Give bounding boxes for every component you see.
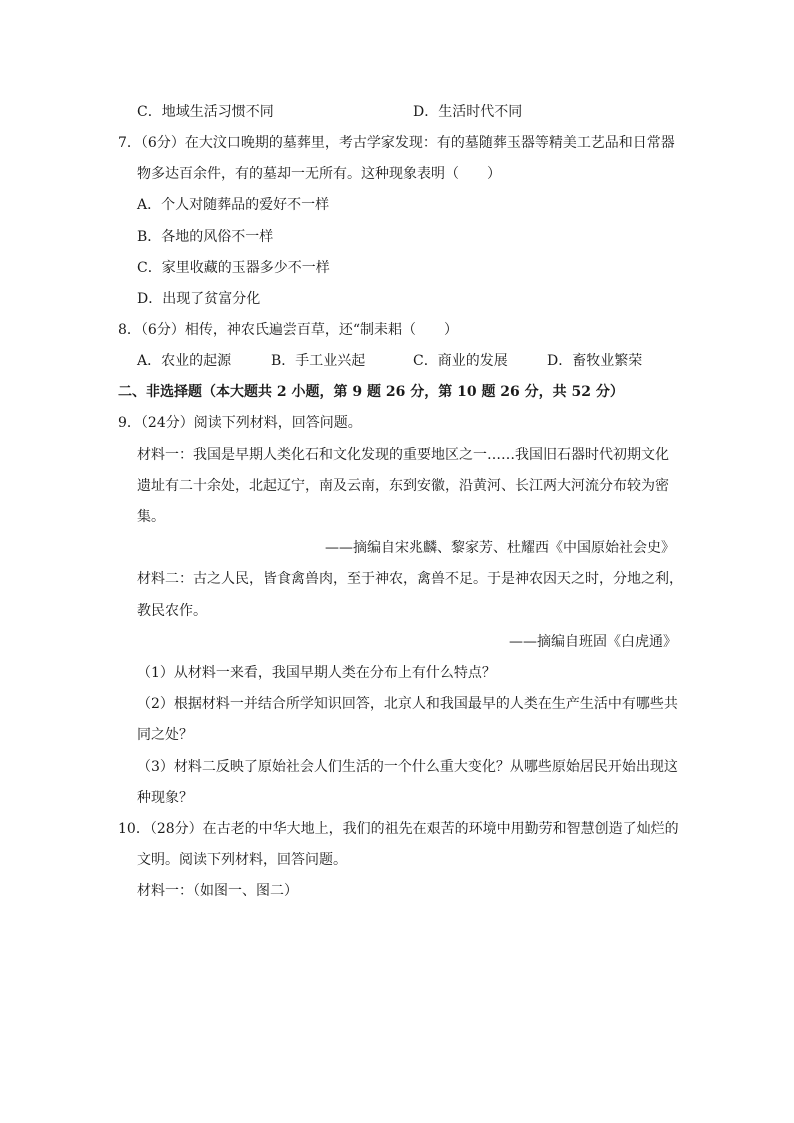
q9-material1-source: ——摘编自宋兆麟、黎家芳、杜耀西《中国原始社会史》 — [325, 540, 675, 556]
q9-subquestion3-line1: （3）材料二反映了原始社会人们生活的一个什么重大变化？从哪些原始居民开始出现这 — [137, 759, 678, 775]
q8-option-c: C．商业的发展 — [413, 353, 508, 369]
q9-material2-source: ——摘编自班固《白虎通》 — [509, 634, 677, 650]
q9-subquestion1: （1）从材料一来看，我国早期人类在分布上有什么特点？ — [137, 665, 496, 681]
q9-material1-line3: 集。 — [137, 509, 165, 525]
q9-material2-line1: 材料二：古之人民，皆食禽兽肉，至于神农，禽兽不足。于是神农因天之时，分地之利， — [137, 571, 683, 587]
q10-stem-line2: 文明。阅读下列材料，回答问题。 — [137, 852, 347, 868]
q10-material1: 材料一：（如图一、图二） — [137, 883, 298, 899]
q7-option-a: A．个人对随葬品的爱好不一样 — [137, 197, 330, 213]
q9-subquestion2-line2: 同之处？ — [137, 727, 193, 743]
q6-option-c: C．地域生活习惯不同 — [137, 104, 274, 120]
q9-material2-line2: 教民农作。 — [137, 603, 207, 619]
q7-stem-line1: 7．（6分）在大汶口晚期的墓葬里，考古学家发现：有的墓随葬玉器等精美工艺品和日常器 — [118, 135, 675, 151]
q7-stem-line2: 物多达百余件，有的墓却一无所有。这种现象表明（ ） — [137, 166, 501, 182]
q8-option-d: D．畜牧业繁荣 — [547, 353, 643, 369]
q6-option-d: D．生活时代不同 — [413, 104, 523, 120]
q7-option-d: D．出现了贫富分化 — [137, 291, 261, 307]
q7-option-c: C．家里收藏的玉器多少不一样 — [137, 260, 330, 276]
q8-option-a: A．农业的起源 — [137, 353, 232, 369]
q10-stem-line1: 10．（28分）在古老的中华大地上，我们的祖先在艰苦的环境中用勤劳和智慧创造了灿烂的 — [118, 821, 679, 837]
section2-heading: 二、非选择题（本大题共 2 小题，第 9 题 26 分，第 10 题 26 分，共 52 分） — [118, 384, 624, 400]
q7-option-b: B．各地的风俗不一样 — [137, 229, 274, 245]
q9-subquestion3-line2: 种现象？ — [137, 790, 193, 806]
q9-material1-line2: 遗址有二十余处，北起辽宁，南及云南，东到安徽，沿黄河、长江两大河流分布较为密 — [137, 478, 669, 494]
q8-stem: 8．（6分）相传，神农氏遍尝百草，还“制耒耜（ ） — [118, 322, 458, 338]
q9-subquestion2-line1: （2）根据材料一并结合所学知识回答，北京人和我国最早的人类在生产生活中有哪些共 — [137, 696, 678, 712]
q8-option-b: B．手工业兴起 — [271, 353, 366, 369]
q9-stem: 9．（24分）阅读下列材料，回答问题。 — [118, 415, 362, 431]
q9-material1-line1: 材料一：我国是早期人类化石和文化发现的重要地区之一……我国旧石器时代初期文化 — [137, 447, 669, 463]
